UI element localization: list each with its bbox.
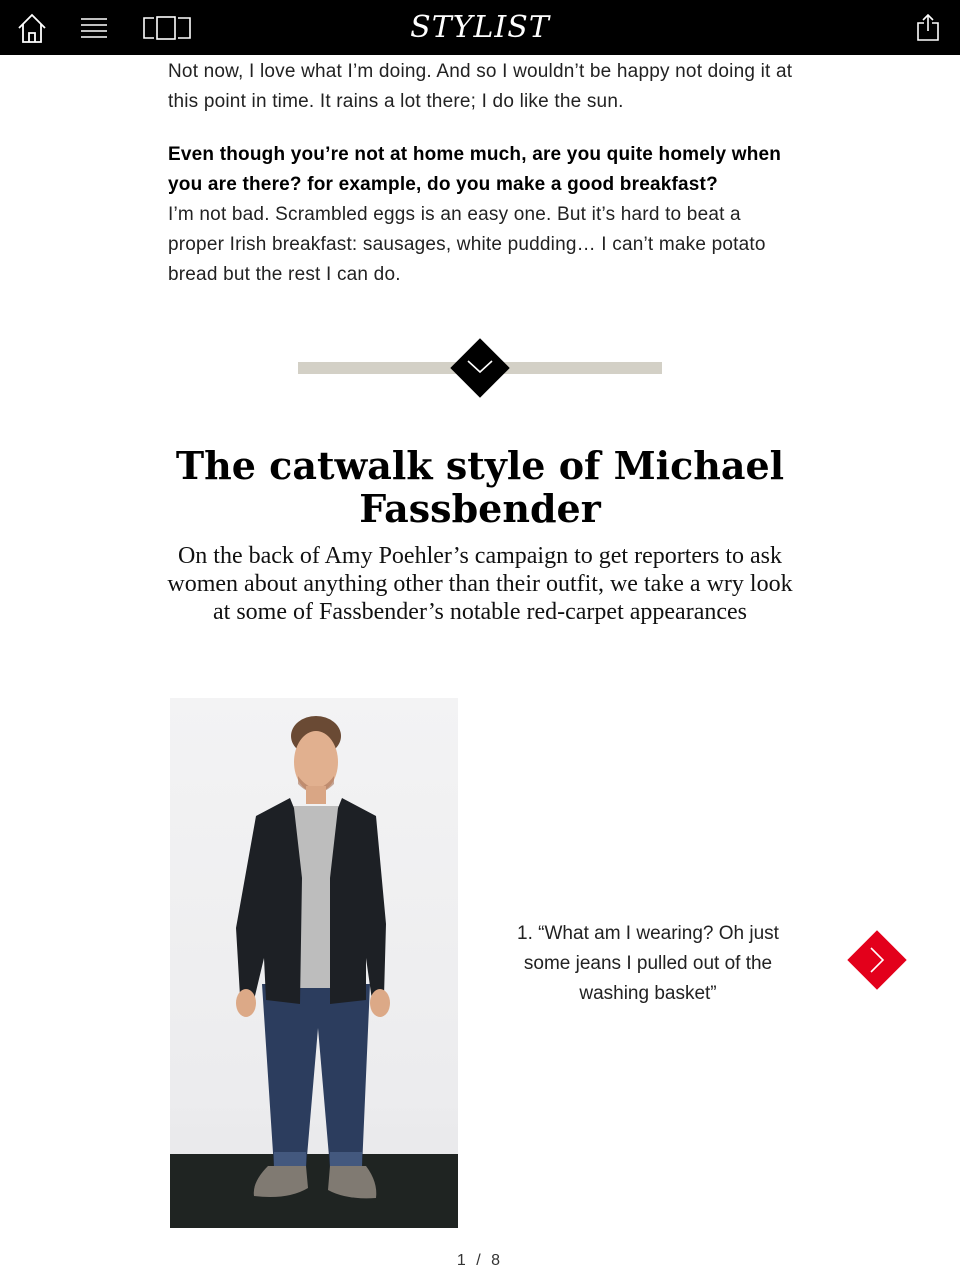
chevron-down-icon — [466, 358, 494, 376]
pages-icon[interactable] — [138, 0, 196, 55]
top-navigation-bar — [0, 0, 960, 55]
feature-standfirst: On the back of Amy Poehler’s campaign to get reporters to ask women about anything other than their outfit, we take a wry look at some of Fassbender’s notable red-carpet appearances — [167, 543, 793, 625]
gallery-pager: 1 / 8 — [456, 1252, 504, 1269]
feature-headline: The catwalk style of Michael Fassbender — [175, 443, 785, 531]
share-icon[interactable] — [908, 0, 948, 55]
menu-icon[interactable] — [74, 0, 114, 55]
stylist-logo: STYLIST — [410, 10, 550, 45]
next-slide-button[interactable] — [847, 930, 907, 990]
answer-text: Not now, I love what I’m doing. And so I wouldn’t be happy not doing it at this point in time. It rains a lot there; I do like the sun. — [168, 61, 793, 112]
interview-answer: I’m not bad. Scrambled eggs is an easy one. But it’s hard to beat a proper Irish breakfast: sausages, white pudding… I can’t make potato bread but the rest I can do. — [168, 204, 766, 285]
home-icon[interactable] — [12, 0, 52, 55]
person-figure — [170, 698, 458, 1228]
article-paragraph — [168, 57, 798, 117]
gallery-caption: 1. “What am I wearing? Oh just some jeans I pulled out of the washing basket” — [517, 923, 779, 1004]
chevron-right-icon — [869, 946, 885, 974]
gallery-photo[interactable] — [170, 698, 458, 1228]
interview-qa — [168, 140, 798, 290]
interview-question: Even though you’re not at home much, are you quite homely when you are there? for example, do you make a good breakfast? — [168, 144, 782, 195]
